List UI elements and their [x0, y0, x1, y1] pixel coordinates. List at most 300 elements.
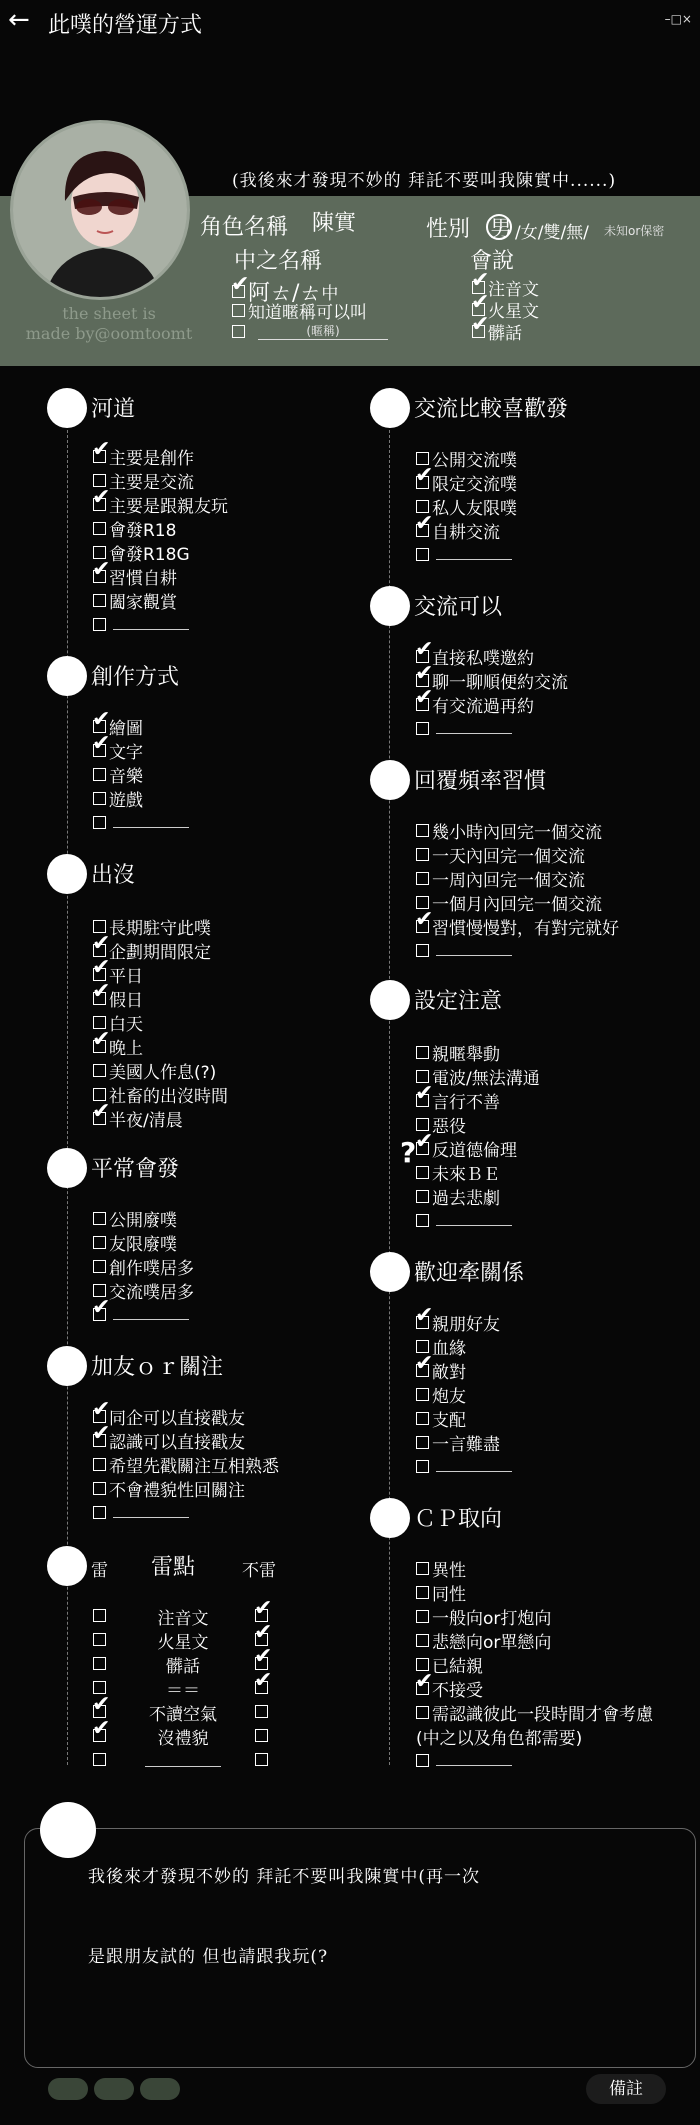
section-title: 加友ｏｒ關注: [91, 1355, 224, 1380]
check-mark-icon: ✔: [92, 706, 111, 732]
item-label: 假日: [109, 990, 143, 1011]
nickname-row: [232, 298, 367, 323]
mines-title: 雷點: [151, 1555, 196, 1580]
checkbox[interactable]: [416, 1388, 429, 1401]
mine-no-checkbox[interactable]: ✔: [254, 1644, 273, 1669]
checklist-item: [92, 484, 228, 517]
checklist-item: [92, 1420, 279, 1453]
item-label: 支配: [432, 1410, 466, 1431]
checklist-item: [93, 1082, 228, 1106]
checkbox[interactable]: [92, 730, 111, 757]
mine-no-checkbox[interactable]: ✔: [254, 1668, 273, 1693]
checklist-item: [93, 468, 228, 492]
checkbox[interactable]: [93, 522, 106, 535]
checklist-item: [415, 1350, 512, 1383]
checklist-item: [415, 1128, 540, 1161]
checkbox[interactable]: [92, 1026, 111, 1053]
check-mark-icon: ✔: [92, 1098, 111, 1124]
item-label: 習慣慢慢對，有對完就好: [432, 918, 619, 939]
language-label: 注音文: [488, 279, 539, 300]
checklist-item: [93, 1206, 194, 1230]
checkbox[interactable]: [415, 1350, 434, 1377]
mine-no-checkbox[interactable]: [255, 1705, 268, 1718]
mine-row: [92, 1716, 313, 1749]
checklist-item: [93, 1452, 279, 1476]
check-mark-icon: ✔: [415, 636, 434, 662]
check-mark-icon: ✔: [415, 684, 434, 710]
nickname-hint: (暱稱): [258, 322, 388, 340]
item-label: 炮友: [432, 1386, 466, 1407]
item-label: 一周內回完一個交流: [432, 870, 585, 891]
section-usual-list: [93, 1206, 194, 1326]
check-mark-icon: ✔: [92, 730, 111, 756]
checklist-item: [416, 1652, 653, 1676]
name-label: 角色名稱: [200, 215, 289, 240]
mine-no-checkbox[interactable]: ✔: [254, 1620, 273, 1645]
item-label: 會發R18G: [109, 544, 190, 565]
section-dot: [370, 1252, 410, 1292]
mine-label: 不讀空氣: [149, 1705, 217, 1725]
checklist-item: [93, 914, 228, 938]
language-checkbox[interactable]: ✔: [471, 267, 490, 293]
checkbox[interactable]: [416, 1412, 429, 1425]
checkbox[interactable]: [93, 1260, 106, 1273]
section-create-list: [92, 706, 189, 834]
checklist-item: [416, 1748, 653, 1772]
checklist-item: [416, 890, 619, 914]
nickname-label: 知道暱稱可以叫: [248, 303, 367, 323]
checklist-item: [415, 1668, 653, 1701]
checkbox[interactable]: [416, 722, 429, 735]
section-relation-list: [415, 1302, 512, 1478]
avatar: [10, 120, 190, 300]
back-arrow-icon[interactable]: ←: [8, 5, 30, 35]
item-label: 會發R18: [109, 520, 177, 541]
mine-no-checkbox[interactable]: [255, 1753, 268, 1766]
item-label: 美國人作息(?): [109, 1062, 217, 1083]
checklist-item: [92, 730, 189, 763]
checkbox[interactable]: [416, 1562, 429, 1575]
item-label: 未來ＢＥ: [432, 1164, 500, 1185]
checklist-item: [415, 684, 568, 717]
item-label: 習慣自耕: [109, 568, 177, 589]
checkbox[interactable]: [93, 816, 106, 829]
section-dot: [47, 1346, 87, 1386]
checklist-item: [92, 1026, 228, 1059]
item-label: (中之以及角色都需要): [416, 1728, 583, 1749]
checklist-item: [416, 716, 568, 740]
checkbox[interactable]: [415, 1080, 434, 1107]
section-title: 回覆頻率習慣: [414, 769, 547, 794]
mine-label: 沒禮貌: [157, 1729, 209, 1749]
blank-line: [436, 548, 512, 560]
checklist-item: [416, 1556, 653, 1580]
checkbox[interactable]: [415, 1302, 434, 1329]
item-label: 主要是跟親友玩: [109, 496, 228, 517]
checklist-item: [416, 1160, 540, 1184]
checkbox[interactable]: [93, 1212, 106, 1225]
section-title: 河道: [91, 397, 136, 422]
section-hedao-list: [92, 436, 228, 636]
checkbox[interactable]: [416, 848, 429, 861]
section-exchange-pref-list: [416, 446, 517, 566]
checkbox[interactable]: [415, 462, 434, 489]
question-mark-doodle-icon: ?: [400, 1136, 417, 1169]
mine-row: [93, 1748, 313, 1772]
checkbox[interactable]: [415, 1128, 434, 1155]
mine-no-checkbox[interactable]: ✔: [254, 1596, 273, 1621]
mine-yes-checkbox[interactable]: [93, 1753, 106, 1766]
check-mark-icon: ✔: [92, 436, 111, 462]
item-label: 已結親: [432, 1656, 483, 1677]
item-label: 創作噗居多: [109, 1258, 194, 1279]
item-label: 公開交流噗: [432, 450, 517, 471]
item-label: 惡役: [432, 1116, 466, 1137]
remarks-pill-1[interactable]: [48, 2078, 88, 2100]
checklist-item: [93, 588, 228, 612]
item-label: 長期駐守此噗: [109, 918, 211, 939]
mine-row: [93, 1644, 313, 1677]
mine-no-checkbox[interactable]: [255, 1729, 268, 1742]
mine-yes-checkbox[interactable]: [93, 1609, 106, 1622]
checklist-item: [416, 1208, 540, 1232]
section-presence-list: [93, 914, 228, 1130]
language-checkbox[interactable]: ✔: [471, 311, 490, 337]
mine-row: [92, 1692, 313, 1725]
checkbox[interactable]: [93, 594, 106, 607]
checklist-item: [93, 762, 189, 786]
mine-label: 注音文: [157, 1609, 209, 1629]
checklist-item: [93, 1058, 228, 1082]
item-label: 敵對: [432, 1362, 466, 1383]
section-friend-list: [92, 1396, 279, 1524]
item-label: 異性: [432, 1560, 466, 1581]
item-label: 血緣: [432, 1338, 466, 1359]
checklist-item: [93, 1476, 279, 1500]
check-mark-icon: ✔: [92, 1294, 111, 1320]
language-label: 髒話: [488, 323, 522, 344]
gender-selected[interactable]: 男: [490, 217, 513, 242]
checklist-item: [416, 866, 619, 890]
checkbox[interactable]: [416, 1634, 429, 1647]
checkbox[interactable]: [92, 556, 111, 583]
checkbox[interactable]: [415, 1668, 434, 1695]
checklist-item: [93, 810, 189, 834]
avatar-illustration: [13, 123, 190, 300]
item-label: 友限廢噗: [109, 1234, 177, 1255]
item-label: 有交流過再約: [432, 696, 534, 717]
item-label: 一言難盡: [432, 1434, 500, 1455]
section-reply-list: [416, 818, 619, 962]
checkbox[interactable]: [92, 436, 111, 463]
item-label: 需認識彼此一段時間才會考慮: [432, 1704, 653, 1725]
remark-line-2: 是跟朋友試的 但也請跟我玩(?: [88, 1947, 329, 1967]
checklist-item: [416, 1454, 512, 1478]
middle-name-suffix: 中: [321, 284, 339, 304]
check-mark-icon: ✔: [415, 1668, 434, 1694]
middle-name-checkbox[interactable]: ✔: [231, 272, 250, 297]
item-label: 言行不善: [432, 1092, 500, 1113]
check-mark-icon: ✔: [92, 1420, 111, 1446]
checklist-item: [415, 462, 517, 495]
item-label: 認識可以直接戳友: [109, 1432, 245, 1453]
checklist-item: [416, 1406, 512, 1430]
item-label: 遊戲: [109, 790, 143, 811]
item-label: 直接私噗邀約: [432, 648, 534, 669]
item-label: 私人友限噗: [432, 498, 517, 519]
checkbox[interactable]: [92, 1098, 111, 1125]
section-dot: [370, 980, 410, 1020]
item-label: 半夜/清晨: [109, 1110, 183, 1131]
nickname-checkbox[interactable]: [232, 304, 245, 317]
section-dot: [47, 1546, 87, 1586]
checklist-item: [416, 1628, 653, 1652]
middle-name-label: 中之名稱: [234, 249, 323, 274]
middle-name-value: 阿ㄊ/ㄊ: [248, 281, 322, 306]
item-label: 同企可以直接戳友: [109, 1408, 245, 1429]
checklist-item: [415, 1080, 540, 1113]
section-dot: [370, 586, 410, 626]
section-title: 交流可以: [414, 595, 503, 620]
language-checkbox[interactable]: ✔: [471, 289, 490, 315]
checklist-item: [92, 978, 228, 1011]
check-mark-icon: ✔: [415, 906, 434, 932]
check-mark-icon: ✔: [415, 510, 434, 536]
checkbox[interactable]: [93, 1064, 106, 1077]
checklist-item: [92, 1294, 194, 1326]
item-label: 一個月內回完一個交流: [432, 894, 602, 915]
checklist-item: [93, 786, 189, 810]
checkbox[interactable]: [93, 1236, 106, 1249]
checkbox[interactable]: [93, 618, 106, 631]
checklist-item: [415, 510, 517, 543]
checkbox[interactable]: [416, 1586, 429, 1599]
blank-line: [113, 1506, 189, 1518]
remarks-pill-3[interactable]: [140, 2078, 180, 2100]
mine-yes-checkbox[interactable]: [93, 1657, 106, 1670]
checklist-item: [92, 1098, 228, 1131]
item-label: 一般向or打炮向: [432, 1608, 552, 1629]
mines-table: [92, 1596, 313, 1784]
item-label: 社畜的出沒時間: [109, 1086, 228, 1107]
checklist-item: [416, 1430, 512, 1454]
checklist-item: [416, 1700, 653, 1724]
item-label: 過去悲劇: [432, 1188, 500, 1209]
section-dot: [47, 854, 87, 894]
item-label: 悲戀向or單戀向: [432, 1632, 552, 1653]
page-title: 此噗的營運方式: [48, 13, 203, 38]
checklist-item: [93, 1254, 194, 1278]
checkbox[interactable]: [416, 872, 429, 885]
blank-line: [436, 1754, 512, 1766]
checklist-item: [93, 1230, 194, 1254]
checkbox[interactable]: [416, 1190, 429, 1203]
checklist-item: [416, 1064, 540, 1088]
checkbox[interactable]: [416, 1610, 429, 1623]
mines-col-no: 不雷: [242, 1561, 276, 1581]
checklist-item: [93, 1500, 279, 1524]
languages-label: 會說: [470, 249, 515, 274]
profile-quote: (我後來才發現不妙的 拜託不要叫我陳實中......): [232, 171, 617, 191]
checklist-item: [92, 436, 228, 469]
mines-col-yes: 雷: [91, 1561, 108, 1581]
check-mark-icon: ✔: [415, 1080, 434, 1106]
checkbox[interactable]: [416, 1706, 429, 1719]
check-mark-icon: ✔: [92, 556, 111, 582]
checklist-item: [93, 1010, 228, 1034]
mine-label: 火星文: [157, 1633, 209, 1653]
checklist-item: [415, 1302, 512, 1335]
checklist-item: [416, 1580, 653, 1604]
checklist-item: [416, 1112, 540, 1136]
checkbox[interactable]: [92, 1420, 111, 1447]
item-label: 希望先戳關注互相熟悉: [109, 1456, 279, 1477]
checkbox[interactable]: [92, 484, 111, 511]
checklist-item: [415, 636, 568, 669]
item-label: 親暱舉動: [432, 1044, 500, 1065]
checklist-item: [416, 842, 619, 866]
checkbox[interactable]: [416, 944, 429, 957]
checklist-item: [92, 1396, 279, 1429]
section-title: 歡迎牽關係: [414, 1261, 525, 1286]
section-cp-list: [416, 1556, 653, 1772]
top-bar: [0, 0, 700, 44]
item-label: 文字: [109, 742, 143, 763]
item-label: 自耕交流: [432, 522, 500, 543]
checkbox[interactable]: [415, 906, 434, 933]
section-title: 創作方式: [91, 665, 180, 690]
checkbox[interactable]: [416, 548, 429, 561]
item-label: 不接受: [432, 1680, 483, 1701]
mine-yes-checkbox[interactable]: ✔: [92, 1692, 111, 1717]
checklist-item: [415, 906, 619, 939]
blank-line: [436, 1460, 512, 1472]
blank-line: [113, 1308, 189, 1320]
checkbox[interactable]: [92, 978, 111, 1005]
mine-yes-checkbox[interactable]: ✔: [92, 1716, 111, 1741]
check-mark-icon: ✔: [92, 954, 111, 980]
checklist-item: [92, 954, 228, 987]
right-column-guide: [389, 425, 390, 1765]
check-mark-icon: ✔: [415, 1350, 434, 1376]
remarks-dot: [40, 1802, 96, 1858]
item-label: 闔家觀賞: [109, 592, 177, 613]
check-mark-icon: ✔: [415, 1128, 434, 1154]
checkbox[interactable]: [416, 1436, 429, 1449]
checklist-item: [93, 516, 228, 540]
credit-line-2: made by@oomtoomt: [25, 324, 193, 343]
checkbox[interactable]: [416, 1460, 429, 1473]
section-dot: [47, 656, 87, 696]
checklist-item: [93, 612, 228, 636]
item-label: 一天內回完一個交流: [432, 846, 585, 867]
section-title: ＣＰ取向: [414, 1507, 503, 1532]
language-label: 火星文: [488, 301, 539, 322]
section-dot: [370, 760, 410, 800]
checkbox[interactable]: [93, 792, 106, 805]
name-value: 陳實: [312, 211, 357, 236]
sheet-credit: [14, 304, 204, 344]
checklist-item: [416, 1604, 653, 1628]
checkbox[interactable]: [415, 684, 434, 711]
remarks-tab[interactable]: 備註: [586, 2074, 666, 2104]
section-title: 平常會發: [91, 1157, 180, 1182]
item-label: 聊一聊順便約交流: [432, 672, 568, 693]
nickname-blank-checkbox[interactable]: [232, 325, 245, 338]
item-label: 電波/無法溝通: [432, 1068, 540, 1089]
section-dot: [47, 388, 87, 428]
item-label: 交流噗居多: [109, 1282, 194, 1303]
mine-row: [93, 1596, 313, 1629]
checkbox[interactable]: [416, 1166, 429, 1179]
item-label: 白天: [109, 1014, 143, 1035]
item-label: 企劃期間限定: [109, 942, 211, 963]
section-setting-list: [416, 1040, 540, 1232]
checkbox[interactable]: [415, 510, 434, 537]
mine-label: ＝＝: [166, 1681, 200, 1701]
blank-line: [436, 722, 512, 734]
blank-line: [113, 618, 189, 630]
item-label: 公開廢噗: [109, 1210, 177, 1231]
checklist-item: [92, 930, 228, 963]
remarks-pill-2[interactable]: [94, 2078, 134, 2100]
window-controls-icon[interactable]: –□×: [664, 12, 692, 26]
item-label: 限定交流噗: [432, 474, 517, 495]
gender-options[interactable]: /女/雙/無/: [515, 223, 589, 243]
checklist-item: [93, 540, 228, 564]
item-label: 主要是創作: [109, 448, 194, 469]
nickname-blank-row: [232, 322, 388, 340]
blank-line: [113, 816, 189, 828]
checkbox[interactable]: [416, 824, 429, 837]
item-label: 繪圖: [109, 718, 143, 739]
section-title: 出沒: [91, 863, 136, 888]
section-exchange-ok-list: [415, 636, 568, 740]
item-label: 平日: [109, 966, 143, 987]
check-mark-icon: ✔: [415, 660, 434, 686]
blank-line: [436, 944, 512, 956]
item-label: 反道德倫理: [432, 1140, 517, 1161]
check-mark-icon: ✔: [92, 930, 111, 956]
checkbox[interactable]: [93, 1506, 106, 1519]
mine-label: 髒話: [166, 1657, 200, 1677]
checklist-item: [415, 660, 568, 693]
checkbox[interactable]: [93, 1458, 106, 1471]
check-mark-icon: ✔: [415, 1302, 434, 1328]
checkbox[interactable]: [416, 1046, 429, 1059]
checklist-item: [416, 1040, 540, 1064]
item-label: 主要是交流: [109, 472, 194, 493]
checklist-item: [416, 938, 619, 962]
checkbox[interactable]: [416, 1214, 429, 1227]
gender-unknown[interactable]: 未知or保密: [604, 224, 665, 238]
languages-list: [471, 267, 539, 344]
item-label: 幾小時內回完一個交流: [432, 822, 602, 843]
section-dot: [47, 1148, 87, 1188]
check-mark-icon: ✔: [92, 1396, 111, 1422]
check-mark-icon: ✔: [415, 462, 434, 488]
checklist-item: [416, 1382, 512, 1406]
check-mark-icon: ✔: [92, 978, 111, 1004]
checkbox[interactable]: [416, 1754, 429, 1767]
mine-yes-checkbox[interactable]: [93, 1633, 106, 1646]
check-mark-icon: ✔: [92, 1026, 111, 1052]
section-title: 設定注意: [414, 989, 503, 1014]
checkbox[interactable]: [93, 768, 106, 781]
checklist-item: [416, 818, 619, 842]
checkbox[interactable]: [92, 1294, 111, 1321]
checkbox[interactable]: [93, 1482, 106, 1495]
